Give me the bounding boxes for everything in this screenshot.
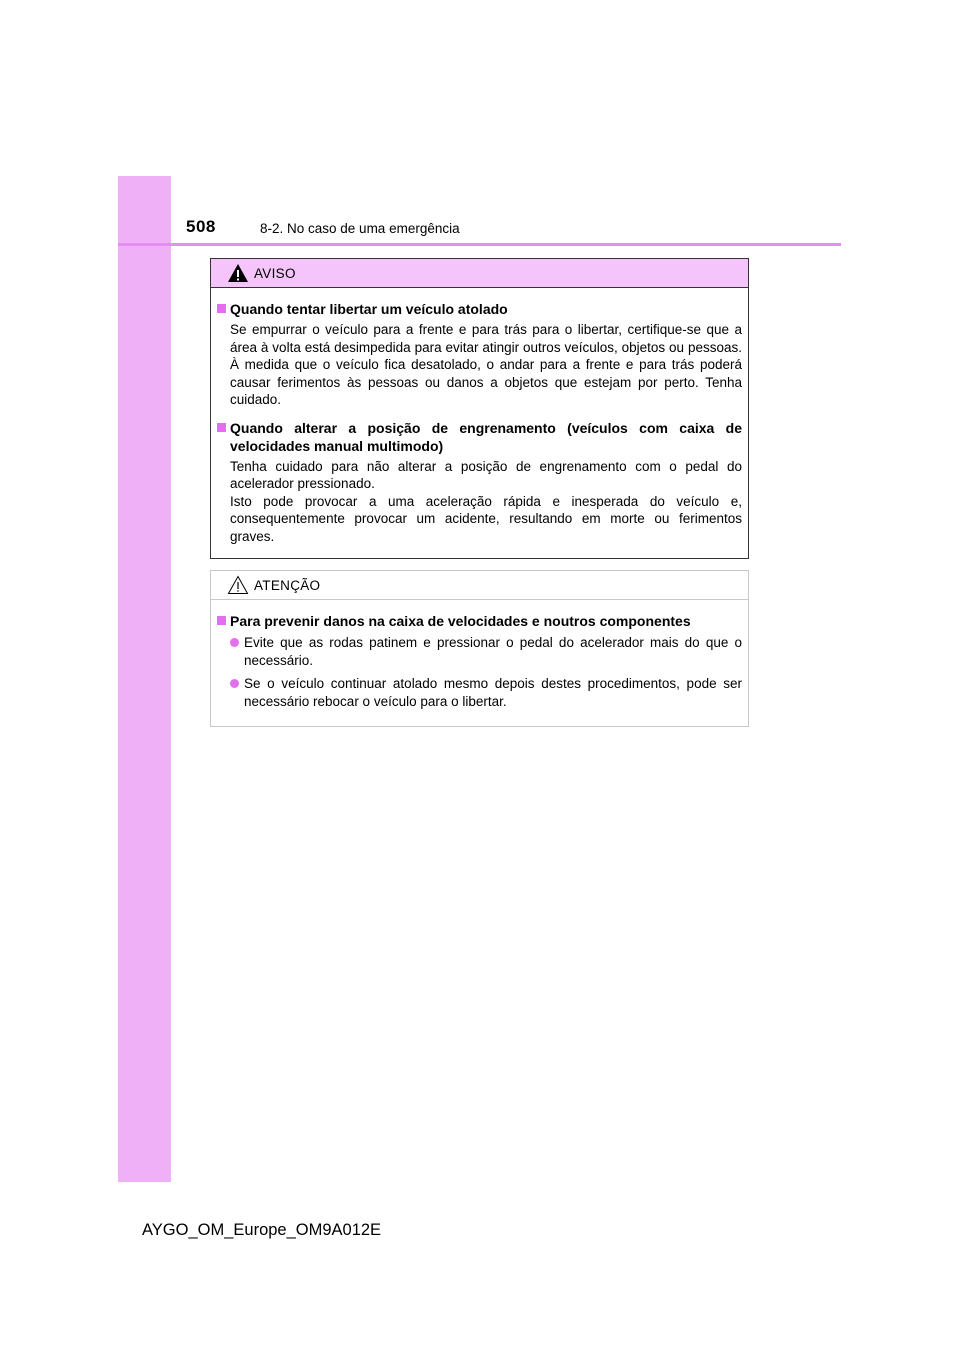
document-code: AYGO_OM_Europe_OM9A012E — [142, 1221, 382, 1239]
warning-box — [210, 258, 749, 559]
warning-triangle-filled-icon — [227, 263, 249, 283]
warning-item — [217, 300, 742, 409]
section-title: 8-2. No caso de uma emergência — [260, 221, 460, 236]
warning-item-title: Quando alterar a posição de engrenamento (veículos com caixa de velocidades manual multimodo) — [217, 419, 742, 455]
caution-box — [210, 570, 749, 727]
caution-bullet: Se o veículo continuar atolado mesmo depois destes procedimentos, pode ser necessário rebocar o veículo para o libertar. — [217, 675, 742, 710]
side-tab — [118, 176, 171, 1182]
caution-item-title: Para prevenir danos na caixa de velocidades e noutros componentes — [217, 612, 742, 630]
warning-box-header — [211, 259, 748, 288]
caution-triangle-outline-icon — [227, 575, 249, 595]
caution-bullet: Evite que as rodas patinem e pressionar o pedal do acelerador mais do que o necessário. — [217, 634, 742, 669]
header-rule — [118, 243, 841, 246]
warning-item-text: Isto pode provocar a uma aceleração rápida e inesperada do veículo e, consequentemente provocar um acidente, resultando em morte ou ferimentos graves. — [230, 493, 742, 544]
caution-item — [217, 612, 742, 710]
warning-item-text: Tenha cuidado para não alterar a posição de engrenamento com o pedal do acelerador pressionado. — [230, 458, 742, 491]
warning-item — [217, 419, 742, 546]
warning-box-body — [211, 288, 748, 545]
caution-box-body — [211, 600, 748, 710]
warning-box-label: AVISO — [254, 266, 296, 281]
warning-item-text: Se empurrar o veículo para a frente e para trás para o libertar, certifique-se que a área à volta está desimpedida para evitar atingir outros veículos, objetos ou pessoas. À medida que o veículo fica desatolado, o andar para a frente e para trás poderá causar ferimentos às pessoas ou danos a objetos que estejam por perto. Tenha cuidado. — [230, 322, 742, 407]
caution-box-header — [211, 571, 748, 600]
page-number: 508 — [186, 217, 216, 236]
caution-box-label: ATENÇÃO — [254, 578, 321, 593]
warning-item-title: Quando tentar libertar um veículo atolado — [217, 300, 742, 318]
